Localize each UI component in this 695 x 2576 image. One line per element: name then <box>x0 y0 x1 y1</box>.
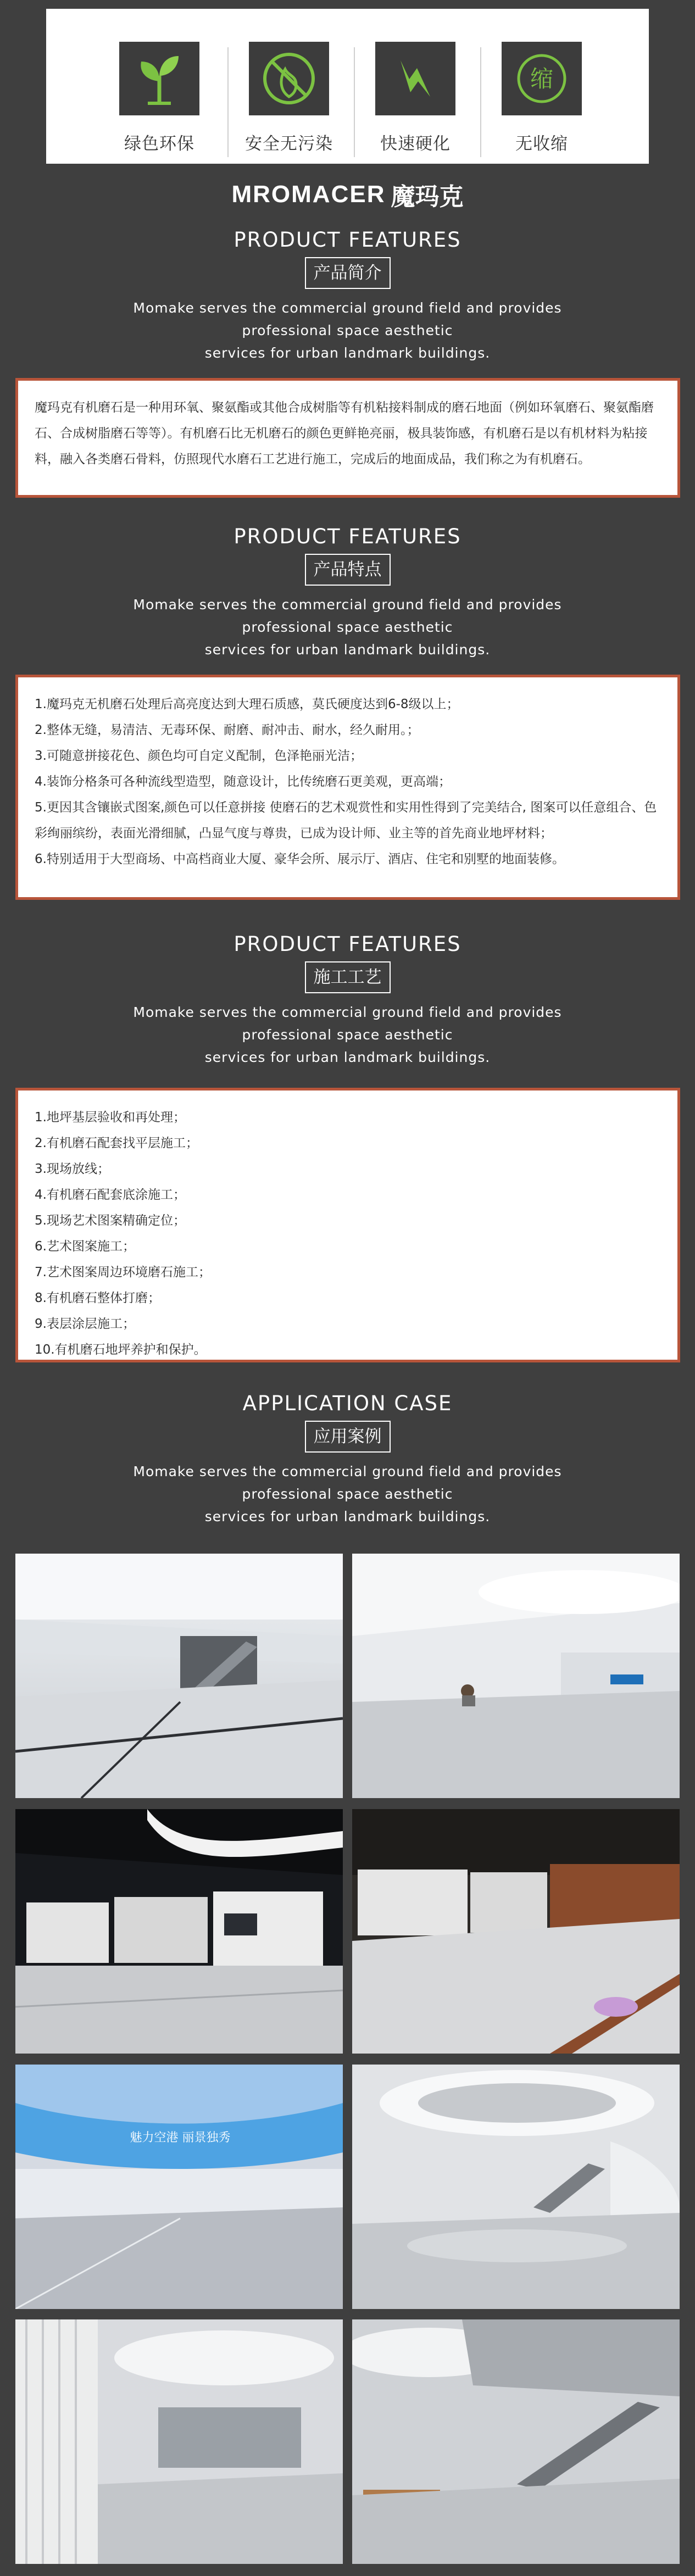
list-item: 3.可随意拼接花色、颜色均可自定义配制，色泽艳丽光洁； <box>35 749 363 763</box>
case-photo-rv-showroom <box>15 1809 343 2054</box>
brand-logo <box>0 177 695 212</box>
section-features-header <box>0 524 695 661</box>
divider <box>354 47 355 157</box>
case-photo-mall-atrium <box>15 1554 343 1798</box>
list-item: 10.有机磨石地坪养护和保护。 <box>35 1343 207 1357</box>
feature-no-shrink <box>487 42 597 154</box>
process-list-box <box>15 1088 680 1362</box>
list-item: 7.艺术图案周边环境磨石施工； <box>35 1265 211 1279</box>
section-description: Momake serves the commercial ground field and provides professional space aesthetic services for urban landmark buildings. <box>133 1004 562 1065</box>
section-cases-header <box>0 1391 695 1528</box>
svg-text:缩: 缩 <box>530 65 554 92</box>
section-process-header <box>0 932 695 1069</box>
feature-label: 安全无污染 <box>245 134 333 154</box>
case-photo-hall <box>352 1554 680 1798</box>
list-item: 2.有机磨石配套找平层施工； <box>35 1136 198 1150</box>
lightning-icon <box>375 42 455 115</box>
divider <box>480 47 481 157</box>
no-shrink-icon <box>502 42 582 115</box>
case-photo-lobby <box>352 2319 680 2564</box>
feature-hardening <box>360 42 470 154</box>
section-description: Momake serves the commercial ground field and provides professional space aesthetic services for urban landmark buildings. <box>133 300 562 361</box>
list-item: 8.有机磨石整体打磨； <box>35 1291 160 1305</box>
section-label-box: 施工工艺 <box>305 961 391 993</box>
list-item: 4.有机磨石配套底涂施工； <box>35 1188 186 1202</box>
divider <box>227 47 229 157</box>
case-photo-escalator <box>352 2065 680 2309</box>
list-item: 4.装饰分格条可各种流线型造型，随意设计，比传统磨石更美观，更高端； <box>35 775 451 789</box>
section-label-box: 产品特点 <box>305 554 391 586</box>
feature-safe <box>234 42 344 154</box>
list-item: 9.表层涂层施工； <box>35 1317 135 1331</box>
section-intro-header <box>0 227 695 364</box>
list-item: 3.现场放线； <box>35 1162 110 1176</box>
plant-icon <box>119 42 199 115</box>
section-title: PRODUCT FEATURES <box>233 525 462 548</box>
feature-panel <box>46 9 649 164</box>
list-item: 2.整体无缝，易清洁、无毒环保、耐磨、耐冲击、耐水，经久耐用。； <box>35 723 420 737</box>
feature-label: 快速硬化 <box>380 134 451 154</box>
section-title: PRODUCT FEATURES <box>233 228 462 252</box>
list-item: 1.地坪基层验收和再处理； <box>35 1110 186 1125</box>
list-item: 6.特别适用于大型商场、中高档商业大厦、豪华会所、展示厅、酒店、住宅和别墅的地面装修。 <box>35 852 565 866</box>
section-description: Momake serves the commercial ground field and provides professional space aesthetic services for urban landmark buildings. <box>133 1464 562 1525</box>
list-item: 1.魔玛克无机磨石处理后高亮度达到大理石质感，莫氏硬度达到6-8级以上； <box>35 697 459 711</box>
section-description: Momake serves the commercial ground field and provides professional space aesthetic services for urban landmark buildings. <box>133 597 562 658</box>
feature-label: 绿色环保 <box>124 134 194 154</box>
intro-paragraph: 魔玛克有机磨石是一种用环氧、聚氨酯或其他合成树脂等有机粘接料制成的磨石地面（例如环氧磨石、聚氨酯磨石、合成树脂磨石等等）。有机磨石比无机磨石的颜色更鲜艳亮丽，极具装饰感，有机磨石是以有机材料为粘接料，融入各类磨石骨料，仿照现代水磨石工艺进行施工，完成后的地面成品，我们称之为有机磨石。 <box>35 400 654 466</box>
photo-banner-text: 魅力空港 丽景独秀 <box>130 2131 231 2145</box>
case-photo-corridor <box>15 2319 343 2564</box>
logo-en: MROMACER <box>231 181 386 208</box>
section-title: PRODUCT FEATURES <box>233 932 462 956</box>
feature-green <box>104 42 214 154</box>
list-item: 5.现场艺术图案精确定位； <box>35 1214 186 1228</box>
section-label-box: 应用案例 <box>305 1421 391 1453</box>
feature-label: 无收缩 <box>515 134 568 154</box>
list-item: 6.艺术图案施工； <box>35 1239 135 1254</box>
case-photo-airport <box>15 2065 343 2309</box>
list-item: 5.更因其含镶嵌式图案,颜色可以任意拼接 使磨石的艺术观赏性和实用性得到了完美结合, 图案可以任意组合、色彩绚丽缤纷，表面光滑细腻，凸显气度与尊贵，已成为设计师、业主等的首先商业地坪材料； <box>35 800 657 841</box>
section-label-box: 产品简介 <box>305 257 391 289</box>
intro-text-box <box>15 378 680 498</box>
case-photo-rv-display <box>352 1809 680 2054</box>
logo-cn: 魔玛克 <box>391 183 464 211</box>
features-list-box <box>15 675 680 900</box>
section-title: APPLICATION CASE <box>242 1392 453 1415</box>
no-pollution-icon <box>249 42 329 115</box>
